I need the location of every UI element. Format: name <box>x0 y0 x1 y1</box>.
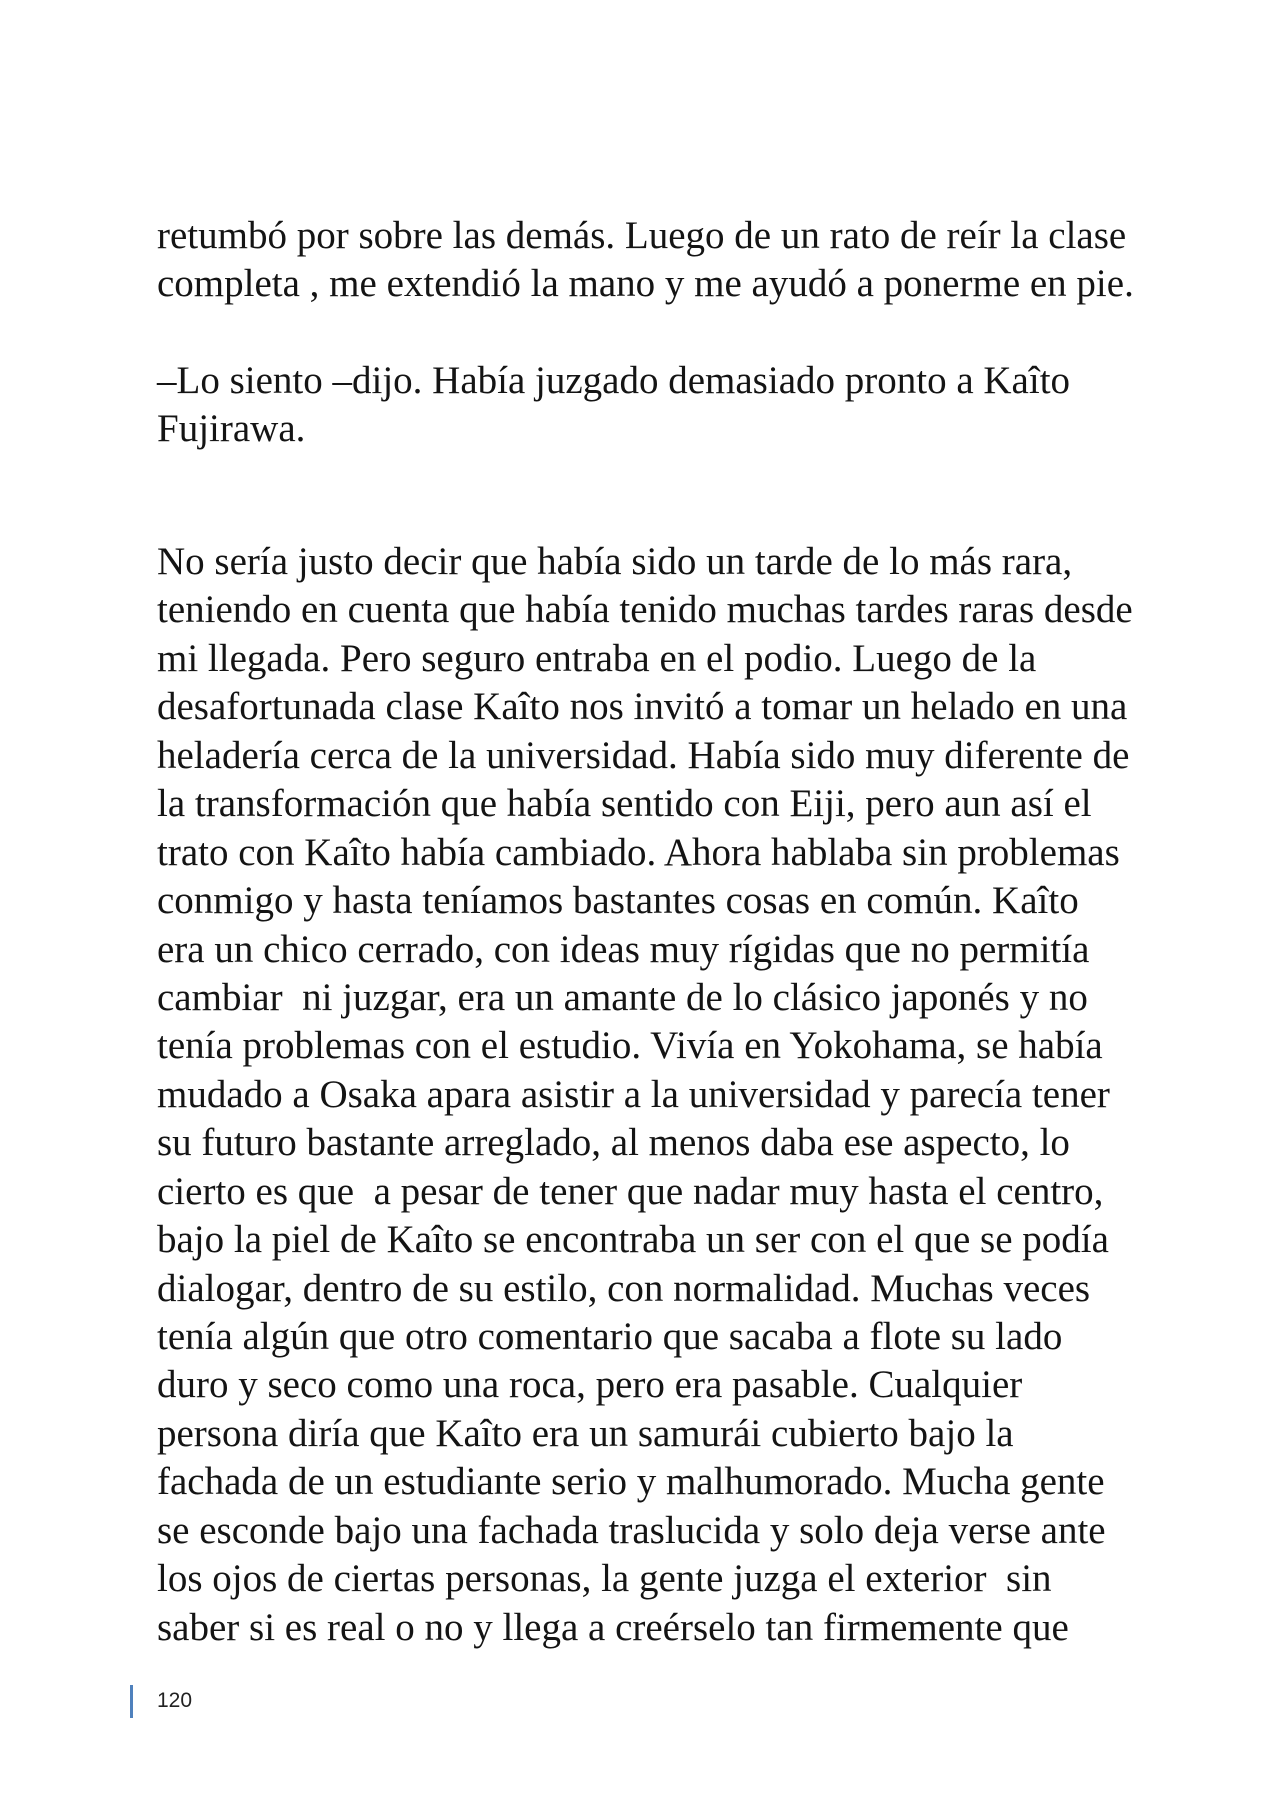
text-line: tenía problemas con el estudio. Vivía en Yokohama, se había <box>157 1024 1103 1068</box>
text-line: se esconde bajo una fachada traslucida y solo deja verse ante <box>157 1508 1106 1552</box>
text-line: cambiar ni juzgar, era un amante de lo clásico japonés y no <box>157 975 1088 1019</box>
text-line: teniendo en cuenta que había tenido muchas tardes raras desde <box>157 588 1133 632</box>
text-line: tenía algún que otro comentario que sacaba a flote su lado <box>157 1315 1063 1358</box>
text-line: persona diría que Kaîto era un samurái cubierto bajo la <box>157 1411 1014 1455</box>
text-line: fachada de un estudiante serio y malhumorado. Mucha gente <box>157 1460 1105 1504</box>
text-line: –Lo siento –dijo. Había juzgado demasiado pronto a Kaîto <box>157 359 1071 402</box>
text-line: su futuro bastante arreglado, al menos daba ese aspecto, lo <box>157 1121 1070 1165</box>
page-number: 120 <box>157 1689 193 1712</box>
paragraph <box>157 538 1217 1652</box>
text-line: retumbó por sobre las demás. Luego de un rato de reír la clase <box>157 214 1127 257</box>
text-line: era un chico cerrado, con ideas muy rígidas que no permitía <box>157 927 1090 971</box>
text-line: duro y seco como una roca, pero era pasable. Cualquier <box>157 1363 1023 1407</box>
text-line: saber si es real o no y llega a creérselo tan firmemente que <box>157 1605 1069 1649</box>
text-line: desafortunada clase Kaîto nos invitó a tomar un helado en una <box>157 685 1128 729</box>
paragraph <box>157 357 1217 454</box>
text-line: conmigo y hasta teníamos bastantes cosas en común. Kaîto <box>157 879 1079 923</box>
text-line: la transformación que había sentido con Eiji, pero aun así el <box>157 782 1092 826</box>
text-line: No sería justo decir que había sido un tarde de lo más rara, <box>157 540 1073 583</box>
text-line: cierto es que a pesar de tener que nadar muy hasta el centro, <box>157 1169 1104 1213</box>
paragraph <box>157 212 1217 309</box>
text-line: los ojos de ciertas personas, la gente juzga el exterior sin <box>157 1557 1052 1601</box>
text-line: dialogar, dentro de su estilo, con normalidad. Muchas veces <box>157 1266 1091 1310</box>
text-line: mudado a Osaka apara asistir a la universidad y parecía tener <box>157 1072 1110 1116</box>
text-line: Fujirawa. <box>157 407 306 451</box>
text-line: completa , me extendió la mano y me ayudó a ponerme en pie. <box>157 262 1134 306</box>
text-line: trato con Kaîto había cambiado. Ahora hablaba sin problemas <box>157 830 1120 874</box>
page-number-bar <box>130 1685 133 1718</box>
text-line: bajo la piel de Kaîto se encontraba un ser con el que se podía <box>157 1218 1109 1262</box>
text-line: heladería cerca de la universidad. Había sido muy diferente de <box>157 733 1130 777</box>
text-line: mi llegada. Pero seguro entraba en el podio. Luego de la <box>157 636 1037 680</box>
